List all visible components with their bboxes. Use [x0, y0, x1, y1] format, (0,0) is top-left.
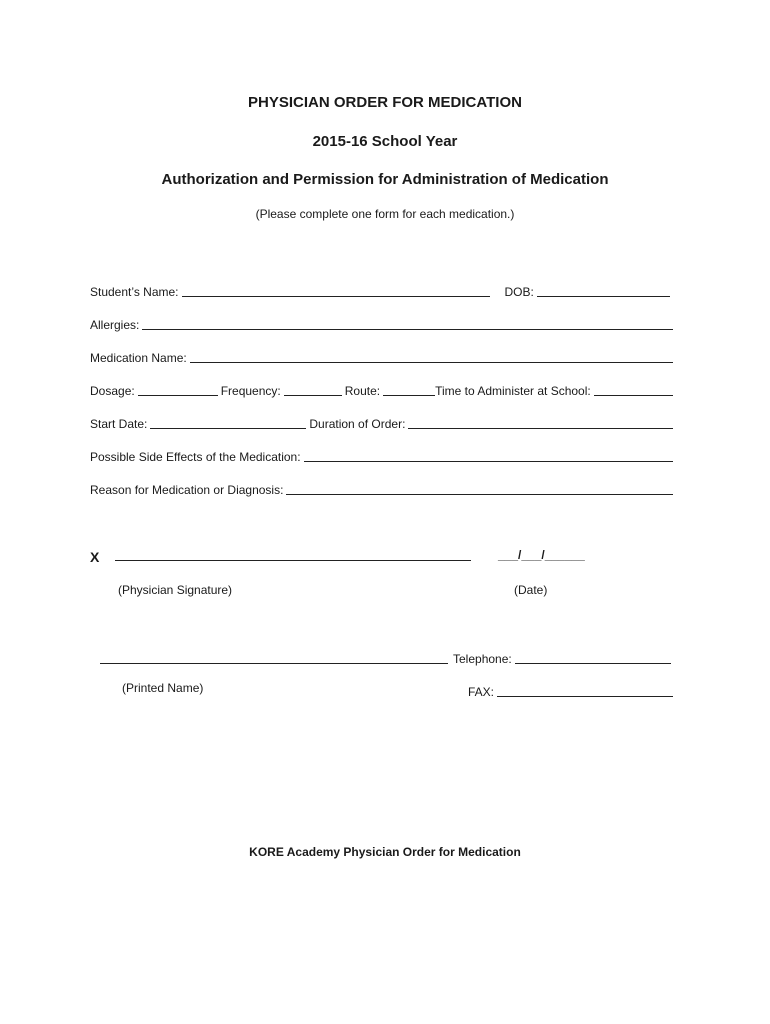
dob-label: DOB: — [504, 285, 534, 299]
dob-field[interactable] — [537, 284, 670, 297]
fax-field[interactable] — [497, 684, 673, 697]
printed-name-field[interactable] — [100, 651, 448, 664]
form-instruction: (Please complete one form for each medication.) — [255, 207, 515, 221]
physician-signature-caption: (Physician Signature) — [118, 583, 233, 597]
dosage-row — [90, 380, 676, 398]
date-field[interactable]: ___/___/______ — [498, 548, 585, 562]
school-year: 2015-16 School Year — [312, 133, 458, 150]
side-effects-row — [90, 446, 676, 464]
student-name-field[interactable] — [182, 284, 490, 297]
reason-field[interactable] — [286, 482, 673, 495]
route-label: Route: — [344, 384, 381, 398]
duration-field[interactable] — [408, 416, 673, 429]
medication-name-field[interactable] — [190, 350, 673, 363]
reason-label: Reason for Medication or Diagnosis: — [90, 483, 284, 497]
reason-row — [90, 479, 676, 497]
date-caption: (Date) — [514, 583, 548, 597]
medication-name-row — [90, 347, 676, 365]
fax-row — [468, 681, 676, 699]
allergies-label: Allergies: — [90, 318, 140, 332]
footer-text: KORE Academy Physician Order for Medication — [249, 845, 521, 859]
time-to-administer-field[interactable] — [594, 383, 673, 396]
signature-mark: X — [90, 549, 100, 565]
side-effects-field[interactable] — [304, 449, 673, 462]
time-to-administer-label: Time to Administer at School: — [435, 384, 591, 398]
side-effects-label: Possible Side Effects of the Medication: — [90, 450, 301, 464]
fax-label: FAX: — [468, 685, 495, 699]
duration-label: Duration of Order: — [309, 417, 406, 431]
start-date-label: Start Date: — [90, 417, 148, 431]
route-field[interactable] — [383, 383, 435, 396]
frequency-label: Frequency: — [220, 384, 281, 398]
telephone-field[interactable] — [515, 651, 671, 664]
telephone-label: Telephone: — [453, 652, 512, 666]
student-name-row — [90, 281, 676, 299]
dosage-field[interactable] — [138, 383, 218, 396]
printed-name-row — [100, 648, 674, 666]
start-date-row — [90, 413, 676, 431]
allergies-row — [90, 314, 676, 332]
form-title: PHYSICIAN ORDER FOR MEDICATION — [248, 94, 522, 111]
physician-signature-field[interactable] — [115, 546, 471, 561]
frequency-field[interactable] — [284, 383, 342, 396]
dosage-label: Dosage: — [90, 384, 135, 398]
medication-name-label: Medication Name: — [90, 351, 187, 365]
form-subtitle: Authorization and Permission for Administration of Medication — [161, 171, 609, 188]
start-date-field[interactable] — [150, 416, 306, 429]
printed-name-caption: (Printed Name) — [122, 681, 204, 695]
allergies-field[interactable] — [142, 317, 673, 330]
student-name-label: Student’s Name: — [90, 285, 179, 299]
